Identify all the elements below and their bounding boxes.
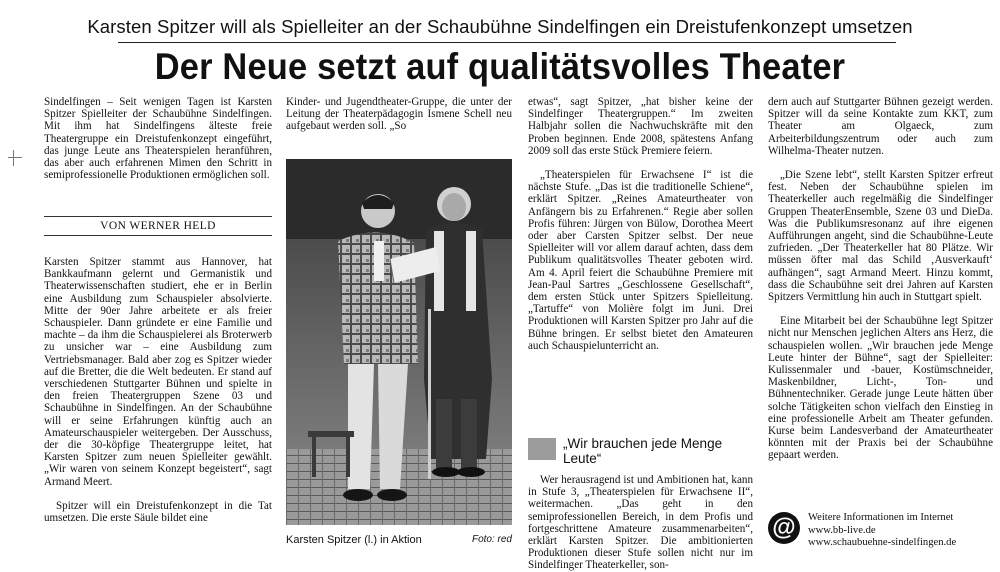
column-1-intro (44, 96, 272, 181)
body-paragraph: Spitzer will ein Dreistufenkonzept in die Tat umsetzen. Die erste Säule bildet eine (44, 499, 272, 525)
margin-crop-mark (8, 150, 22, 166)
info-box (768, 512, 993, 552)
body-paragraph: Wer herausragend ist und Ambitionen hat, kann in Stufe 3, „Theaterspielen für Erwachsene II“, weitermachen. „Das geht in den semiprofessionellen Bereich, in dem Profis und fortgeschrittene Amateure zusammenarbeiten“, erklärt Karsten Spitzer. Die ambitionierten Produktionen dieser Stufe sollen nicht nur im Sindelfinger Theaterkeller, son- (528, 474, 753, 572)
body-paragraph: dern auch auf Stuttgarter Bühnen gezeigt werden. Spitzer will da seine Kontakte zum KKT, zum Theater am Olgaeck, zum Arbeiterbildungszentrum oder auch zum Wilhelma-Theater nutzen. (768, 96, 993, 157)
info-link-bb-live[interactable]: www.bb-live.de (808, 524, 876, 536)
article-kicker: Karsten Spitzer will als Spielleiter an der Schaubühne Sindelfingen ein Dreistufenkonzept umsetzen (87, 16, 913, 37)
at-sign-icon: @ (768, 512, 800, 544)
info-link-schaubuehne[interactable]: www.schaubuehne-sindelfingen.de (808, 537, 957, 548)
photo-actors-illustration (286, 159, 512, 525)
subheading (528, 436, 753, 466)
column-3-bottom (528, 474, 753, 572)
column-1-body (44, 256, 272, 524)
photo-caption (286, 534, 512, 546)
subheading-text: „Wir brauchen jede Menge Leute“ (563, 436, 723, 466)
body-paragraph: „Theaterspielen für Erwachsene I“ ist die nächste Stufe. „Das ist die traditionelle Schiene“, erklärt Spitzer. „Reines Amateurtheater von Anfängern bis zu Erfahrenen.“ Regie aber sollen Profis führen: Jürgen von Bülow, Dorothea Meert oder aber Carsten Spitzer selbst. Der neue Spielleiter will vor allem darauf achten, dass dem Publikum qualitätsvolles Theater geboten wird. Am 4. April feiert die Schaubühne Premiere mit Jean-Paul Sartres „Geschlossene Gesellschaft“, dem ersten Stück unter Spitzers Spielleitung. „Tartuffe“ von Molière folgt im Juni. Drei Produktionen will Karsten Spitzer pro Jahr auf die Bühne bringen. Er selbst bietet den Amateuren auch Schauspielunterricht an. (528, 169, 753, 352)
column-2 (286, 96, 512, 133)
subheading-marker (528, 438, 556, 460)
byline: VON WERNER HELD (44, 216, 272, 236)
body-paragraph: Kinder- und Jugendtheater-Gruppe, die unter der Leitung der Theaterpädagogin Ismene Schell neu aufgebaut werden soll. „So (286, 96, 512, 133)
body-paragraph: Eine Mitarbeit bei der Schaubühne legt Spitzer nicht nur Menschen jeglichen Alters ans Herz, die schauspielen wollen. „Wir brauchen jede Menge Leute hinter der Bühne“, sagt der Spielleiter: Kulissenmaler und -bauer, Kostümschneider, Maskenbildner, Licht-, Ton- und Bühnentechniker. Gerade junge Leute hätten über solche Tätigkeiten schon vielfach den Einstieg in eine professionelle Arbeit am Theater gefunden. Kurse beim Landesverband der Amateurtheater könnten mit der Praxis bei der Schaubühne gepaart werden. (768, 315, 993, 462)
caption-text: Karsten Spitzer (l.) in Aktion (286, 534, 422, 546)
intro-paragraph: Sindelfingen – Seit wenigen Tagen ist Karsten Spitzer Spielleiter der Schaubühne Sindelfingen. Mit ihm hat Sindelfingens älteste freie Theatergruppe ein Dreistufenkonzept eingeführt, das junge Leute ans Theaterspielen heranführen, das aber auch erfahrenen Mimen den Schritt in semiprofessionelle Produktionen ermöglichen soll. (44, 96, 272, 182)
article-headline: Der Neue setzt auf qualitätsvolles Theater (154, 46, 846, 87)
photo-credit: Foto: red (471, 534, 512, 545)
body-paragraph: Karsten Spitzer stammt aus Hannover, hat Bankkaufmann gelernt und Germanistik und Theaterwissenschaften studiert, ehe er in Berlin eine Ausbildung zum Schauspieler absolvierte. Mitte der 90er Jahre arbeitete er als freier Schauspieler. Dann gründete er eine Familie und machte – da ihm die Schauspielerei als Broterwerb zu unsicher war – eine Ausbildung zum Vertriebsmanager. Bald aber zog es Spitzer wieder auf die Bretter, die die Welt bedeuten. Er stand auf verschiedenen Stuttgarter Bühnen und spielte in den freien Theatergruppen Szene 03 und Schaubühne in Sindelfingen. An der Schaubühne will er seine Erfahrungen künftig auch an Amateurschauspieler weitergeben. Der Ausschuss, der die 30-köpfige Theatergruppe leitet, hat Karsten Spitzer zum neuen Spielleiter gewählt. „Wir waren von seinem Konzept begeistert“, sagt Armand Meert. (44, 256, 272, 488)
info-label: Weitere Informationen im Internet (808, 512, 954, 523)
column-4 (768, 96, 993, 462)
body-paragraph: etwas“, sagt Spitzer, „hat bisher keine der Sindelfinger Theatergruppen.“ Im zweiten Halbjahr sollen die Nachwuchskräfte mit den Proben beginnen. Ende 2008, spätestens Anfang 2009 soll das erste Stück Premiere feiern. (528, 96, 753, 157)
body-paragraph: „Die Szene lebt“, stellt Karsten Spitzer erfreut fest. Neben der Schaubühne spielen im Theaterkeller auch regelmäßig die Sindelfinger Gruppen TheaterEnsemble, Szene 03 und DieDa. Was die Publikumsresonanz auf ihre eigenen Aufführungen angeht, sind die Schaubühne-Leute zufrieden. „Der Theaterkeller hat 80 Plätze. Wir müssen öfter mal das Schild ‚Ausverkauft‘ aufhängen“, sagt Armand Meert. Hinzu kommt, dass die Schaubühne seit drei Jahren auf Karsten Spitzers Vermittlung hin auch in Stuttgart spielt. (768, 169, 993, 304)
column-3-top (528, 96, 753, 352)
kicker-rule (118, 42, 896, 43)
info-lines (808, 512, 998, 550)
article-photo (286, 159, 512, 525)
